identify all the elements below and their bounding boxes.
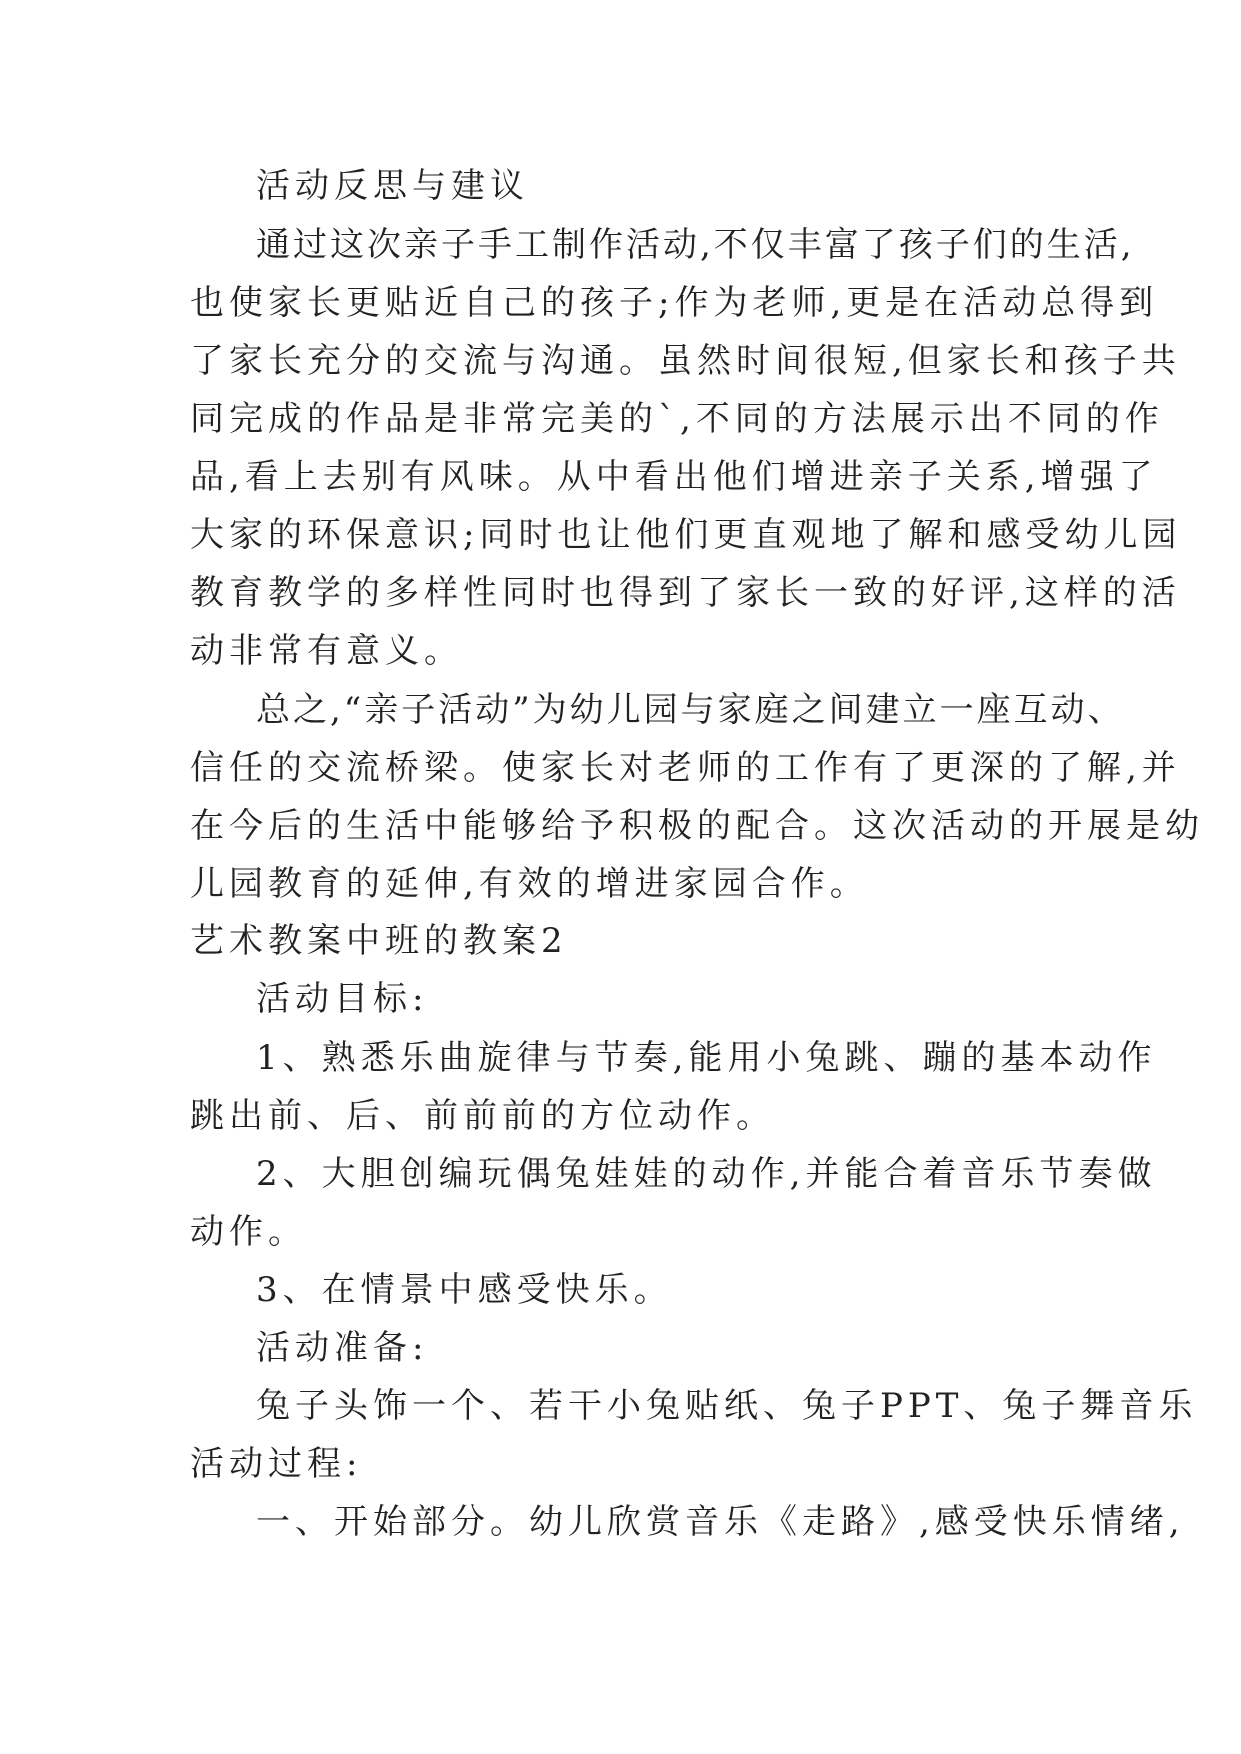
paragraph-line: 也使家长更贴近自己的孩子;作为老师,更是在活动总得到 (190, 283, 1159, 323)
paragraph-line: 品,看上去别有风味。从中看出他们增进亲子关系,增强了 (190, 457, 1158, 497)
paragraph-line: 儿园教育的延伸,有效的增进家园合作。 (190, 864, 869, 904)
paragraph-line: 总之,“亲子活动”为幼儿园与家庭之间建立一座互动、 (256, 690, 1125, 730)
paragraph-line: 兔子头饰一个、若干小兔贴纸、兔子PPT、兔子舞音乐 (256, 1386, 1198, 1426)
paragraph-line: 动非常有意义。 (190, 631, 463, 671)
paragraph-line: 在今后的生活中能够给予积极的配合。这次活动的开展是幼 (190, 806, 1204, 846)
list-item-continuation: 动作。 (190, 1212, 307, 1252)
paragraph-line: 大家的环保意识;同时也让他们更直观地了解和感受幼儿园 (190, 515, 1182, 555)
paragraph-line: 了家长充分的交流与沟通。虽然时间很短,但家长和孩子共 (190, 341, 1181, 381)
list-item: 1、熟悉乐曲旋律与节奏,能用小兔跳、蹦的基本动作 (256, 1038, 1157, 1078)
paragraph-line: 通过这次亲子手工制作活动,不仅丰富了孩子们的生活, (256, 225, 1135, 265)
lesson-plan-title: 艺术教案中班的教案2 (190, 921, 568, 961)
section-heading-objectives: 活动目标: (256, 979, 429, 1019)
list-item-continuation: 跳出前、后、前前前的方位动作。 (190, 1096, 775, 1136)
section-heading-process: 活动过程: (190, 1444, 363, 1484)
section-heading-reflection: 活动反思与建议 (256, 166, 529, 206)
paragraph-line: 教育教学的多样性同时也得到了家长一致的好评,这样的活 (190, 573, 1181, 613)
list-item: 3、在情景中感受快乐。 (256, 1270, 673, 1310)
list-item: 2、大胆创编玩偶兔娃娃的动作,并能合着音乐节奏做 (256, 1154, 1157, 1194)
section-heading-preparation: 活动准备: (256, 1328, 429, 1368)
paragraph-line: 信任的交流桥梁。使家长对老师的工作有了更深的了解,并 (190, 748, 1181, 788)
paragraph-line: 同完成的作品是非常完美的`,不同的方法展示出不同的作 (190, 399, 1164, 439)
paragraph-line: 一、开始部分。幼儿欣赏音乐《走路》,感受快乐情绪, (256, 1502, 1185, 1542)
